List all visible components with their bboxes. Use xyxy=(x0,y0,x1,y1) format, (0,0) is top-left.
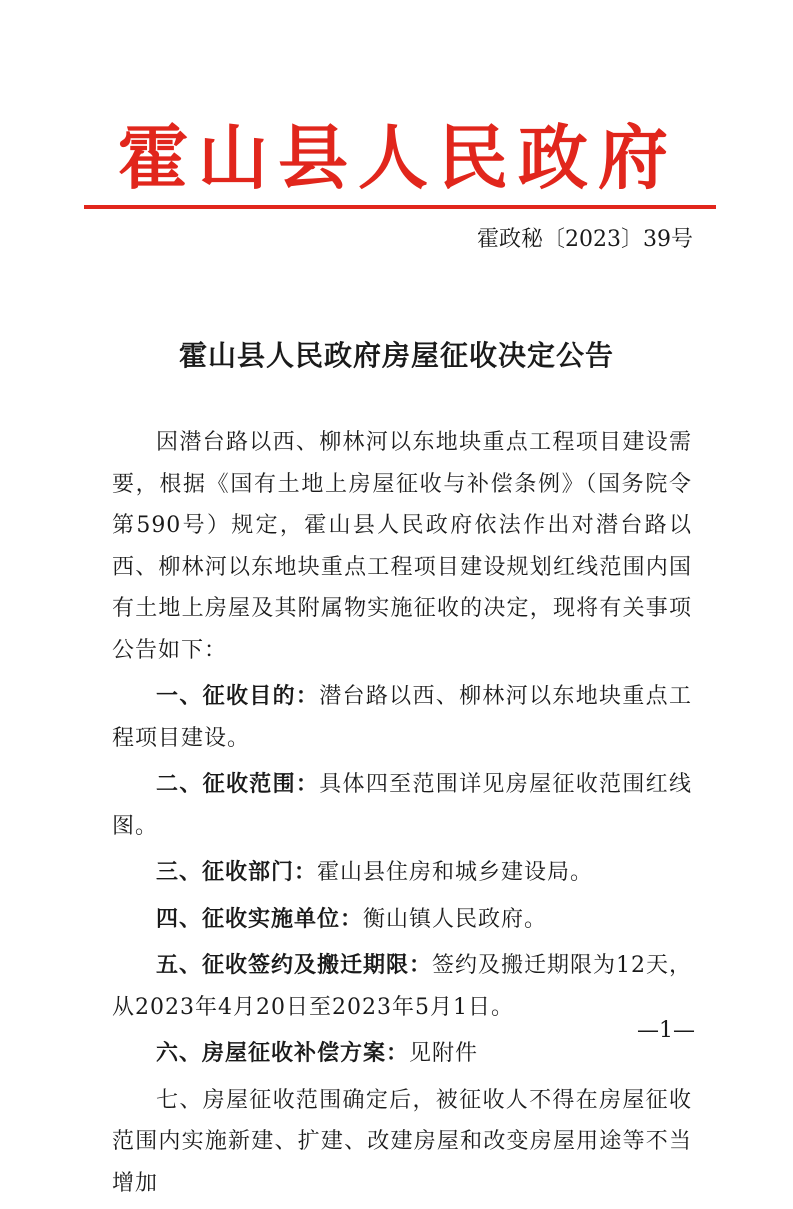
red-divider-line xyxy=(84,205,716,209)
section-seven: 七、房屋征收范围确定后，被征收人不得在房屋征收范围内实施新建、扩建、改建房屋和改变房屋用途等不当增加 xyxy=(112,1087,692,1196)
section-heading: 二、征收范围： xyxy=(156,772,320,797)
section-text: 霍山县住房和城乡建设局。 xyxy=(317,860,594,885)
section-heading: 四、征收实施单位： xyxy=(156,906,364,932)
section-text: 见附件 xyxy=(409,1041,479,1066)
section-scope xyxy=(112,764,692,847)
section-text: 签约及搬迁期限为12天，从2023年4月20日至2023年5月1日。 xyxy=(112,953,693,1020)
section-implementer xyxy=(112,899,692,941)
document-title: 霍山县人民政府房屋征收决定公告 xyxy=(178,339,614,372)
section-heading: 六、房屋征收补偿方案： xyxy=(156,1041,410,1066)
document-number: 霍政秘〔2023〕39号 xyxy=(477,227,693,252)
section-heading: 一、征收目的： xyxy=(156,684,320,709)
section-text: 具体四至范围详见房屋征收范围红线图。 xyxy=(112,772,692,839)
page-number: —1— xyxy=(637,1018,695,1043)
section-text: 潜台路以西、柳林河以东地块重点工程项目建设。 xyxy=(112,684,692,751)
section-text: 衡山镇人民政府。 xyxy=(363,906,548,932)
section-compensation xyxy=(112,1033,692,1075)
section-heading: 五、征收签约及搬迁期限： xyxy=(156,953,433,978)
section-heading: 三、征收部门： xyxy=(156,860,318,885)
document-body xyxy=(112,422,692,1209)
intro-paragraph: 因潜台路以西、柳林河以东地块重点工程项目建设需要，根据《国有土地上房屋征收与补偿条例》（国务院令第590号）规定，霍山县人民政府依法作出对潜台路以西、柳林河以东地块重点工程项目建设规划红线范围内国有土地上房屋及其附属物实施征收的决定，现将有关事项公告如下： xyxy=(112,430,692,663)
section-purpose xyxy=(112,676,692,759)
issuer-masthead: 霍山县人民政府 xyxy=(118,117,678,199)
section-deadline xyxy=(112,945,692,1028)
section-department xyxy=(112,852,692,894)
